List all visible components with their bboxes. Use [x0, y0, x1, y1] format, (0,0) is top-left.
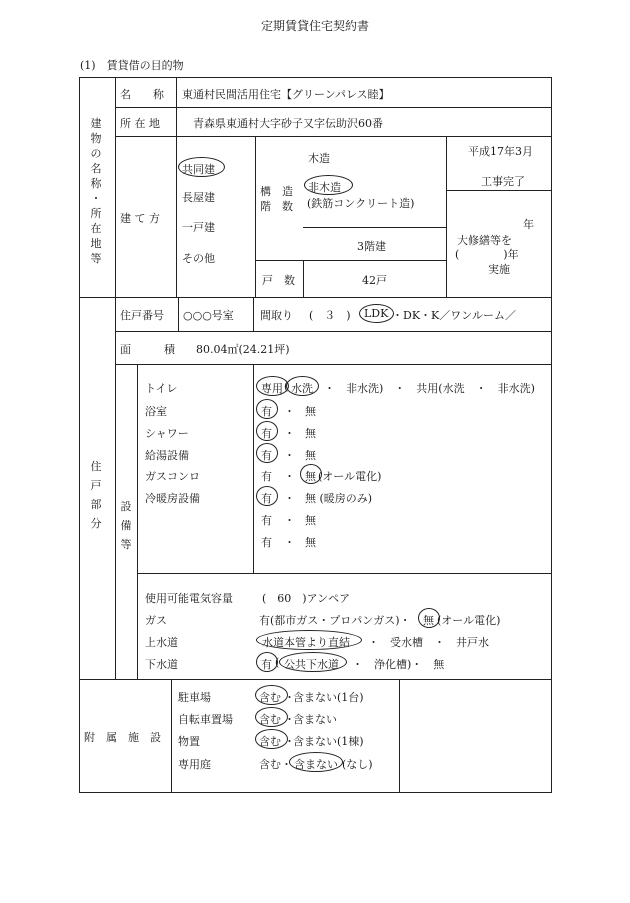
section-heading: (1) 賃貸借の目的物 — [80, 59, 184, 72]
garden-label: 専用庭 — [178, 758, 211, 771]
sewer-label: 下水道 — [145, 658, 178, 671]
water-main: 水道本管より直結 — [262, 636, 350, 649]
gas-stove-dot: ・ — [284, 470, 295, 483]
structure-label: 構 造 — [260, 185, 293, 198]
storage-dot: ・ — [284, 735, 295, 748]
water-options: ・ 受水槽 ・ 井戸水 — [368, 636, 489, 649]
selected-circle-sewer-public — [279, 652, 347, 672]
blank-row-2-dot: ・ — [284, 536, 295, 549]
layout-ldk: LDK — [364, 307, 389, 320]
gas-label: ガス — [145, 614, 167, 627]
address-label: 所 在 地 — [120, 117, 160, 130]
shower-dot: ・ — [284, 427, 295, 440]
toilet-exclusive: 専用 — [261, 382, 283, 395]
aircon-dot: ・ — [284, 492, 295, 505]
parking-exclude: 含まない(1台) — [293, 691, 364, 704]
bath-dot: ・ — [284, 405, 295, 418]
storage-label: 物置 — [178, 735, 200, 748]
completion-date: 平成17年3月 — [468, 145, 533, 158]
units-label: 戸 数 — [262, 274, 295, 287]
units-value: 42戸 — [362, 274, 387, 287]
building-group-label: 建 物 の 名 称 ・ 所 在 地 等 — [90, 117, 102, 265]
blank-row-1-yes: 有 — [261, 514, 272, 527]
selected-circle-hotwater — [256, 443, 278, 463]
selected-circle-aircon — [256, 486, 278, 506]
floors-value: 3階建 — [357, 240, 386, 253]
gas-none: 無 — [423, 614, 434, 627]
completion-status: 工事完了 — [481, 175, 525, 188]
sewer-public: 公共下水道 — [284, 658, 339, 671]
unit-group-label: 住 戸 部 分 — [90, 460, 102, 530]
bath-yes: 有 — [261, 405, 272, 418]
facilities-group-label: 設 備 等 — [120, 500, 132, 551]
storage-exclude: 含まない(1棟) — [293, 735, 364, 748]
gas-value: 有(都市ガス・プロパンガス)・ — [259, 614, 411, 627]
name-label: 名 称 — [120, 88, 164, 101]
gas-note: (オール電化) — [437, 614, 501, 627]
bicycle-exclude: 含まない — [293, 713, 337, 726]
structure-nonwood: 非木造 — [308, 181, 341, 194]
bath-label: 浴室 — [145, 405, 167, 418]
document-title: 定期賃貸住宅契約書 — [260, 19, 369, 33]
toilet-paren: ( — [284, 380, 289, 393]
selected-circle-shower — [256, 421, 278, 441]
selected-circle-nonwood — [304, 175, 353, 195]
structure-detail: (鉄筋コンクリート造) — [307, 197, 415, 210]
repair-line-1: 大修繕等を — [457, 234, 512, 247]
sewer-options: ・ 浄化槽)・ 無 — [352, 658, 445, 671]
selected-circle-ldk — [359, 304, 394, 323]
sewer-paren: ( — [275, 656, 280, 669]
shower-yes: 有 — [261, 427, 272, 440]
gas-stove-none: 無 — [305, 470, 316, 483]
repair-year-suffix: 年 — [523, 218, 534, 231]
garden-note: (なし) — [342, 758, 373, 771]
aircon-yes: 有 — [261, 492, 272, 505]
type-communal: 共同建 — [182, 163, 215, 176]
type-row-house: 長屋建 — [182, 191, 215, 204]
hotwater-dot: ・ — [284, 449, 295, 462]
gas-stove-yes: 有 — [261, 470, 272, 483]
selected-circle-water — [256, 630, 362, 650]
toilet-flush: 水洗 — [291, 382, 313, 395]
bicycle-dot: ・ — [284, 713, 295, 726]
annex-label: 附 属 施 設 — [84, 731, 161, 744]
address-value: 青森県東通村大字砂子又字伝助沢60番 — [193, 117, 383, 130]
shower-none: 無 — [305, 427, 316, 440]
storage-include: 含む — [259, 735, 281, 748]
selected-circle-communal — [178, 157, 225, 177]
sewer-yes: 有 — [261, 658, 272, 671]
toilet-label: トイレ — [145, 382, 178, 395]
hotwater-label: 給湯設備 — [145, 449, 189, 462]
parking-dot: ・ — [284, 691, 295, 704]
layout-rooms: ( ３ ) — [309, 309, 351, 322]
selected-circle-bath — [256, 399, 278, 419]
layout-label: 間取り — [260, 309, 293, 322]
type-other: その他 — [182, 252, 215, 265]
structure-wood: 木造 — [308, 152, 330, 165]
unit-number-value: ○○○号室 — [183, 309, 234, 322]
power-label: 使用可能電気容量 — [145, 592, 233, 605]
shower-label: シャワー — [145, 427, 189, 440]
gas-stove-note: (オール電化) — [318, 470, 382, 483]
aircon-label: 冷暖房設備 — [145, 492, 200, 505]
toilet-options: ・ 非水洗) ・ 共用(水洗 ・ 非水洗) — [324, 382, 535, 395]
blank-row-2-none: 無 — [305, 536, 316, 549]
aircon-heating-only: 無 (暖房のみ) — [305, 492, 373, 505]
type-label: 建 て 方 — [120, 212, 160, 225]
area-label: 面 積 — [120, 343, 175, 356]
selected-circle-flush — [286, 376, 319, 396]
garden-include: 含む・ — [259, 758, 292, 771]
unit-number-label: 住戸番号 — [120, 309, 164, 322]
hotwater-yes: 有 — [261, 449, 272, 462]
blank-row-1-none: 無 — [305, 514, 316, 527]
parking-include: 含む — [259, 691, 281, 704]
type-detached: 一戸建 — [182, 221, 215, 234]
power-value: ( 60 )アンペア — [262, 592, 351, 605]
bicycle-include: 含む — [259, 713, 281, 726]
blank-row-1-dot: ・ — [284, 514, 295, 527]
bicycle-label: 自転車置場 — [178, 713, 233, 726]
bath-none: 無 — [305, 405, 316, 418]
parking-label: 駐車場 — [178, 691, 211, 704]
gas-stove-label: ガスコンロ — [145, 470, 200, 483]
area-value: 80.04㎡(24.21坪) — [196, 343, 290, 356]
water-label: 上水道 — [145, 636, 178, 649]
repair-line-2: ( )年 — [455, 248, 519, 261]
floors-label: 階 数 — [260, 200, 293, 213]
repair-line-3: 実施 — [488, 263, 510, 276]
name-value: 東通村民間活用住宅【グリーンパレス睦】 — [182, 88, 390, 101]
hotwater-none: 無 — [305, 449, 316, 462]
layout-options: ・DK・K／ワンルーム／ — [392, 309, 516, 322]
garden-exclude: 含まない — [294, 758, 338, 771]
selected-circle-garden — [289, 752, 343, 772]
blank-row-2-yes: 有 — [261, 536, 272, 549]
